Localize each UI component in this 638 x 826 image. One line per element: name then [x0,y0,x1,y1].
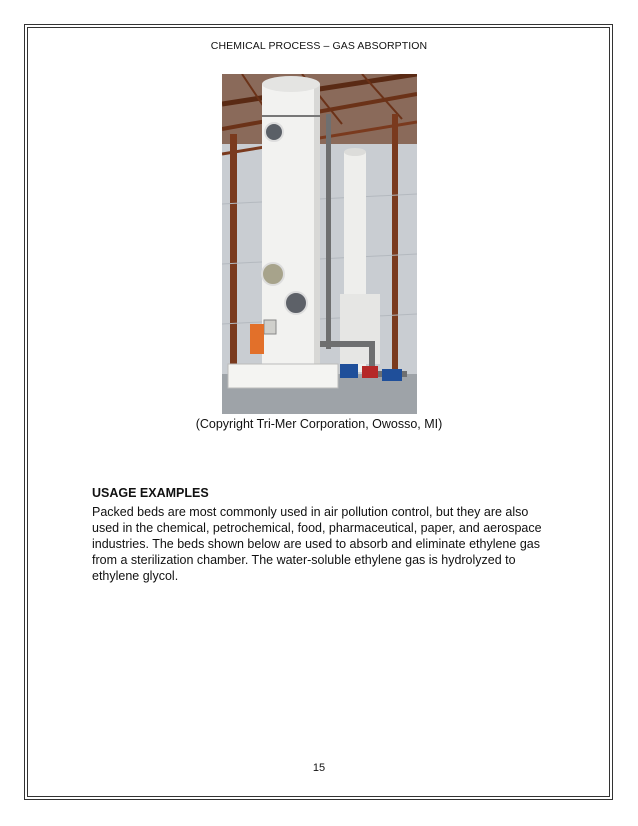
page-number: 15 [312,762,326,774]
page-header: CHEMICAL PROCESS – GAS ABSORPTION [210,40,428,52]
packed-tower-illustration [222,74,417,414]
body-paragraph: Packed beds are most commonly used in air pollution control, but they are also used in the chemical, petrochemical, food, pharmaceutical, paper, and aerospace industries. The beds shown below are used to absorb and eliminate ethylene gas from a sterilization chamber. The water-soluble ethylene gas is hydrolyzed to ethylene glycol. [92,505,542,583]
section-heading: USAGE EXAMPLES [92,486,209,500]
packed-tower-photo [222,74,417,414]
figure-caption: (Copyright Tri-Mer Corporation, Owosso, MI) [195,417,443,431]
